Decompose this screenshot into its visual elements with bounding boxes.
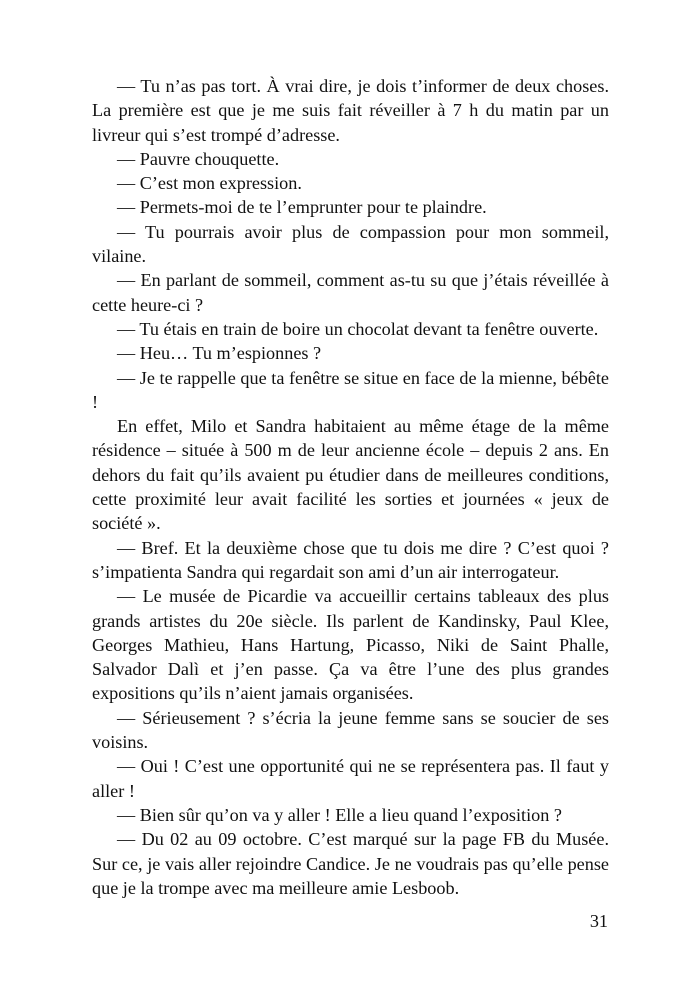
paragraph: — Tu pourrais avoir plus de compassion pour mon sommeil, vilaine. [92, 221, 609, 267]
paragraph: — C’est mon expression. [117, 173, 302, 194]
paragraph: — Permets-moi de te l’emprunter pour te plaindre. [117, 197, 487, 218]
paragraph: — Heu… Tu m’espionnes ? [117, 343, 322, 364]
paragraph: — Sérieusement ? s’écria la jeune femme sans se soucier de ses voisins. [92, 707, 609, 753]
paragraph: — Bref. Et la deuxième chose que tu dois me dire ? C’est quoi ? s’impatienta Sandra qui regardait son ami d’un air interrogateur. [92, 537, 609, 582]
paragraph: — En parlant de sommeil, comment as-tu su que j’étais réveillée à cette heure-ci ? [92, 270, 609, 315]
paragraph: — Je te rappelle que ta fenêtre se situe en face de la mienne, bébête ! [92, 367, 609, 412]
paragraph: — Du 02 au 09 octobre. C’est marqué sur la page FB du Musée. Sur ce, je vais aller rejoindre Candice. Je ne voudrais pas qu’elle pense que je la trompe avec ma meilleure amie Lesboob. [92, 829, 609, 898]
page-number: 31 [589, 911, 608, 931]
page-body [92, 74, 609, 900]
paragraph: — Oui ! C’est une opportunité qui ne se représentera pas. Il faut y aller ! [92, 756, 609, 801]
paragraph: — Pauvre chouquette. [117, 148, 280, 169]
paragraph: — Tu étais en train de boire un chocolat devant ta fenêtre ouverte. [117, 318, 599, 339]
paragraph: — Bien sûr qu’on va y aller ! Elle a lieu quand l’exposition ? [117, 804, 562, 825]
paragraph: — Tu n’as pas tort. À vrai dire, je dois t’informer de deux choses. La première est que je me suis fait réveiller à 7 h du matin par un livreur qui s’est trompé d’adresse. [92, 76, 609, 145]
paragraph: En effet, Milo et Sandra habitaient au même étage de la même résidence – située à 500 m de leur ancienne école – depuis 2 ans. En dehors du fait qu’ils avaient pu étudier dans de meilleures conditions, cette proximité leur avait facilité les sorties et journées « jeux de société ». [92, 416, 609, 534]
paragraph: — Le musée de Picardie va accueillir certains tableaux des plus grands artistes du 20e siècle. Ils parlent de Kandinsky, Paul Klee, Georges Mathieu, Hans Hartung, Picasso, Niki de Saint Phalle, Salvador Dalì et j’en passe. Ça va être l’une des plus grandes expositions qu’ils n’aient jamais organisées. [92, 586, 609, 704]
